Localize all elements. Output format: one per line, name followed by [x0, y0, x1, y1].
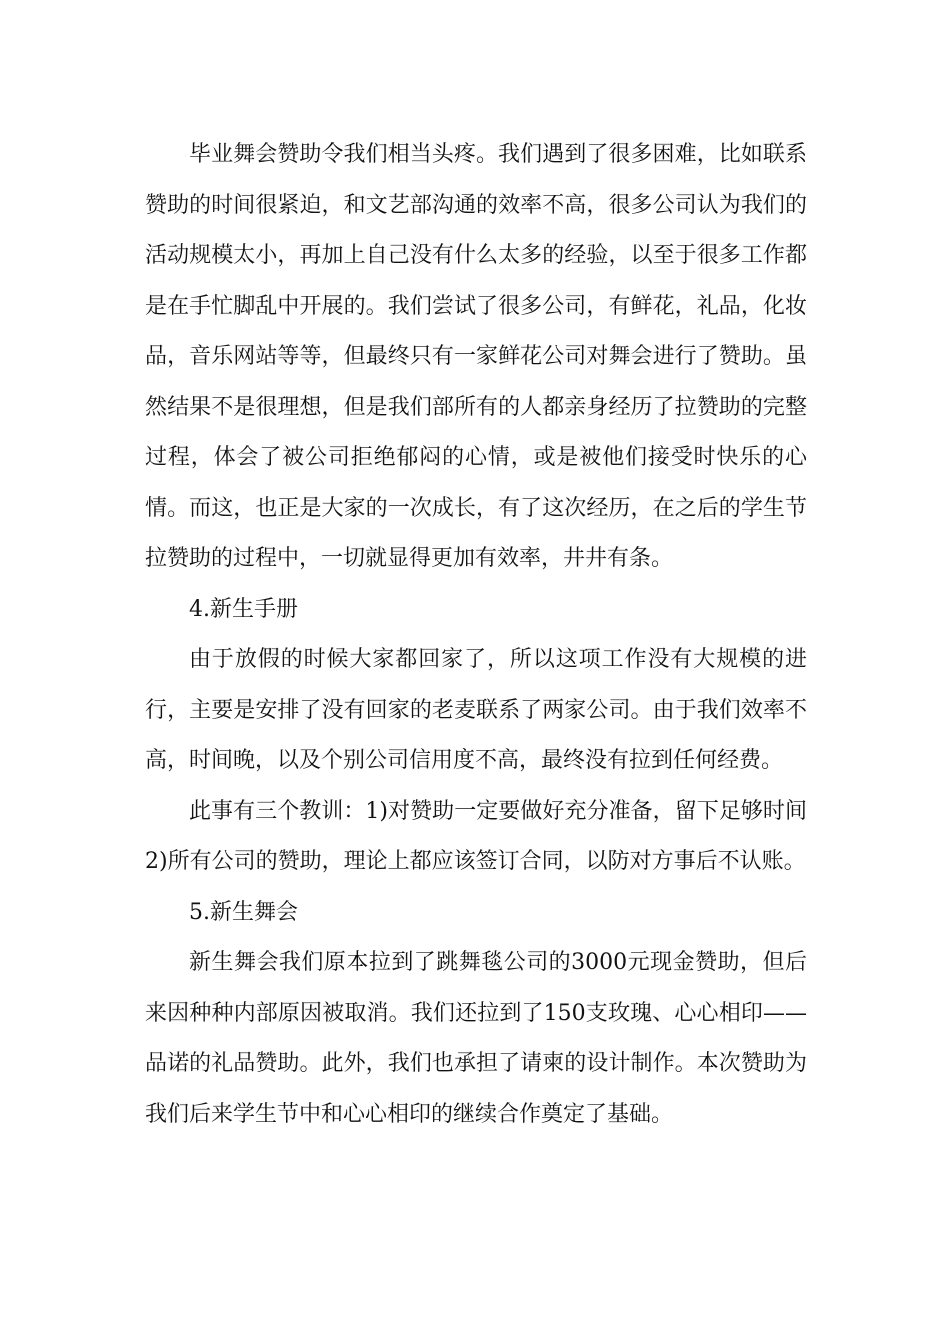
section-heading-freshman-handbook: 4.新生手册 [189, 596, 298, 622]
paragraph-freshman-ball: 新生舞会我们原本拉到了跳舞毯公司的3000元现金赞助，但后来因种种内部原因被取消。我们还拉到了150支玫瑰、心心相印——品诺的礼品赞助。此外，我们也承担了请柬的设计制作。本次赞助为我们后来学生节中和心心相印的继续合作奠定了基础。 [145, 950, 807, 1127]
document-body [145, 130, 807, 1140]
paragraph-freshman-handbook: 由于放假的时候大家都回家了，所以这项工作没有大规模的进行，主要是安排了没有回家的老麦联系了两家公司。由于我们效率不高，时间晚，以及个别公司信用度不高，最终没有拉到任何经费。 [145, 647, 807, 773]
paragraph-lessons-learned: 此事有三个教训：1)对赞助一定要做好充分准备，留下足够时间 2)所有公司的赞助，理论上都应该签订合同，以防对方事后不认账。 [145, 798, 807, 874]
paragraph-graduation-ball-sponsorship: 毕业舞会赞助令我们相当头疼。我们遇到了很多困难，比如联系赞助的时间很紧迫，和文艺部沟通的效率不高，很多公司认为我们的活动规模太小，再加上自己没有什么太多的经验，以至于很多工作都是在手忙脚乱中开展的。我们尝试了很多公司，有鲜花，礼品，化妆品，音乐网站等等，但最终只有一家鲜花公司对舞会进行了赞助。虽然结果不是很理想，但是我们部所有的人都亲身经历了拉赞助的完整过程，体会了被公司拒绝郁闷的心情，或是被他们接受时快乐的心情。而这，也正是大家的一次成长，有了这次经历，在之后的学生节拉赞助的过程中，一切就显得更加有效率，井井有条。 [145, 142, 807, 571]
section-heading-freshman-ball: 5.新生舞会 [189, 899, 298, 925]
